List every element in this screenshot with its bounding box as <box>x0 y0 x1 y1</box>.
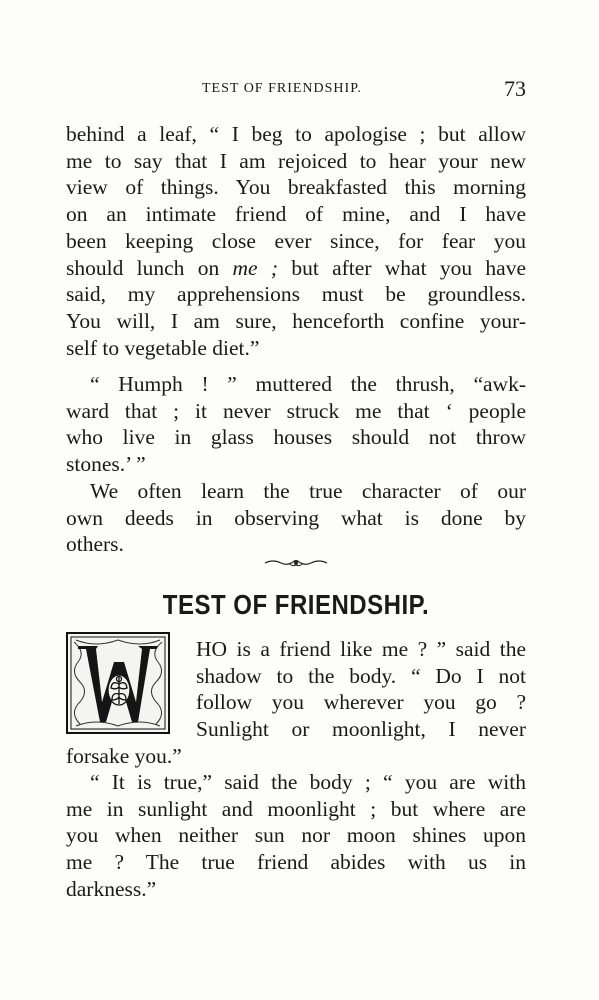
italic-word: me ; <box>232 255 279 280</box>
text-line: been keeping close ever since, for fear you <box>66 228 526 253</box>
paragraph-shadow-speaks <box>66 636 526 770</box>
text-line: stones.’ ” <box>66 452 146 477</box>
text-line: Sunlight or moonlight, I never <box>196 717 526 742</box>
text-line: ward that ; it never struck me that ‘ people <box>66 398 526 423</box>
running-title: TEST OF FRIENDSHIP. <box>202 81 362 96</box>
page-number: 73 <box>504 76 526 101</box>
text-line-with-italic <box>66 255 526 282</box>
text-line: “ Humph ! ” muttered the thrush, “awk- <box>90 372 526 396</box>
paragraph-moral <box>66 478 526 558</box>
text-line: you when neither sun nor moon shines upon <box>66 823 526 848</box>
text-segment: but after what you have <box>278 255 526 280</box>
text-line: forsake you.” <box>66 743 182 768</box>
text-line: self to vegetable diet.” <box>66 335 260 360</box>
text-line: me to say that I am rejoiced to hear your new <box>66 148 526 173</box>
section-heading: TEST OF FRIENDSHIP. <box>162 589 430 621</box>
text-line: who live in glass houses should not throw <box>66 425 526 450</box>
text-line: said, my apprehensions must be groundless. <box>66 282 526 307</box>
text-line: darkness.” <box>66 876 157 901</box>
text-line: We often learn the true character of our <box>90 479 526 503</box>
text-line: others. <box>66 532 124 557</box>
text-line: me in sunlight and moonlight ; but where are <box>66 796 526 821</box>
text-line: HO is a friend like me ? ” said the <box>196 637 526 661</box>
text-line: view of things. You breakfasted this morning <box>66 175 526 200</box>
text-line: follow you wherever you go ? <box>196 690 526 715</box>
text-line: me ? The true friend abides with us in <box>66 850 526 875</box>
text-line: shadow to the body. “ Do I not <box>196 663 526 688</box>
text-line: You will, I am sure, henceforth confine your- <box>66 308 526 333</box>
paragraph-humph <box>66 371 526 478</box>
text-line: behind a leaf, “ I beg to apologise ; but allow <box>66 122 526 146</box>
text-line: “ It is true,” said the body ; “ you are with <box>90 770 526 794</box>
text-segment: should lunch on <box>66 255 233 280</box>
running-header <box>66 78 526 102</box>
paragraph-body-replies <box>66 769 526 903</box>
paragraph-continuation <box>66 121 526 361</box>
text-line: on an intimate friend of mine, and I have <box>66 202 526 227</box>
decorative-rule-ornament-icon <box>263 557 329 569</box>
text-line: own deeds in observing what is done by <box>66 505 526 530</box>
